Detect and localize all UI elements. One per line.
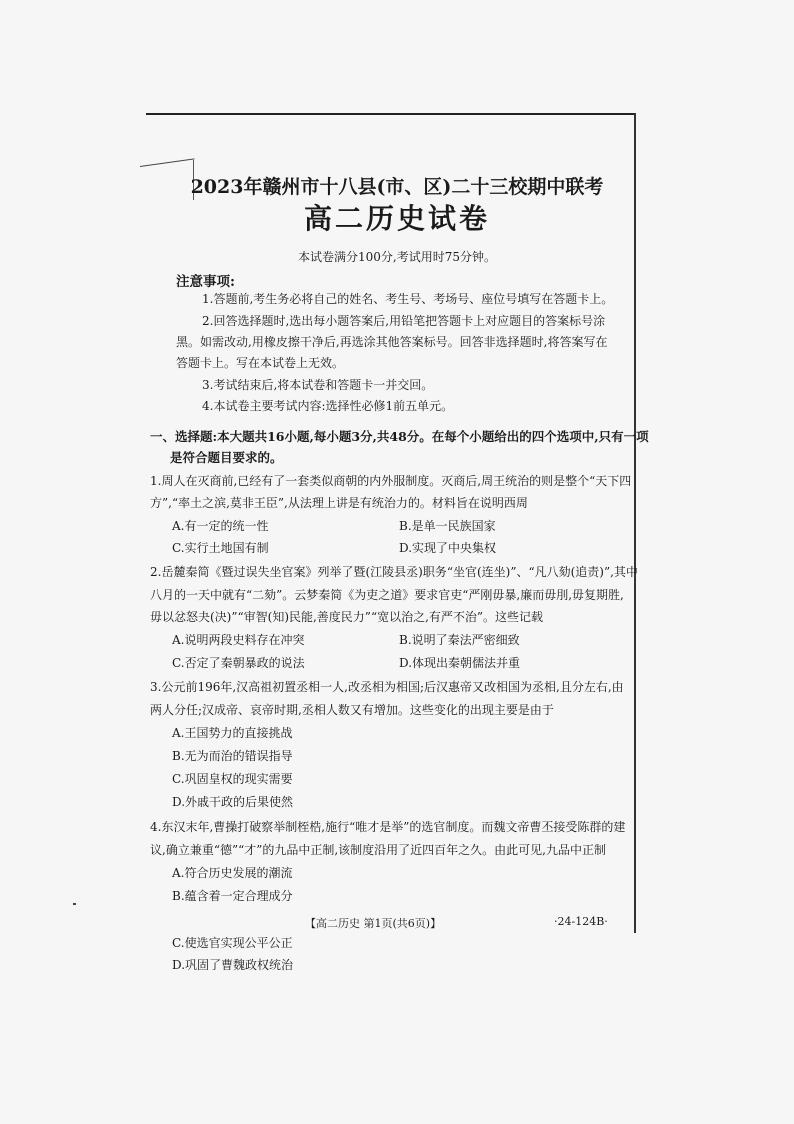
question-4-option-b: B.蕴含着一定合理成分 (172, 889, 293, 903)
notice-item: 答题卡上。写在本试卷上无效。 (176, 356, 345, 370)
question-1-option-a: A.有一定的统一性 (172, 519, 269, 533)
notice-item: 4.本试卷主要考试内容:选择性必修1前五单元。 (202, 399, 454, 413)
question-1-option-d: D.实现了中央集权 (399, 541, 497, 555)
question-4-option-d: D.巩固了曹魏政权统治 (172, 958, 294, 972)
question-3-stem: 两人分任;汉成帝、哀帝时期,丞相人数又有增加。这些变化的出现主要是由于 (150, 703, 554, 717)
question-2-stem: 毋以忿怒夬(决)”“审智(知)民能,善度民力”“宽以治之,有严不治”。这些记载 (150, 610, 544, 624)
question-1-stem: 方”,“率土之滨,莫非王臣”,从法理上讲是有统治力的。材料旨在说明西周 (150, 496, 528, 510)
question-3-stem: 3.公元前196年,汉高祖初置丞相一人,改丞相为相国;后汉惠帝又改相国为丞相,且分左右,由 (150, 680, 624, 694)
exam-title-line1: 2023年赣州市十八县(市、区)二十三校期中联考 (190, 176, 604, 198)
question-2-option-b: B.说明了秦法严密细致 (399, 633, 520, 647)
exam-meta: 本试卷满分100分,考试用时75分钟。 (298, 250, 496, 264)
question-1-option-b: B.是单一民族国家 (399, 519, 496, 533)
question-3-option-c: C.巩固皇权的现实需要 (172, 772, 293, 786)
question-3-option-d: D.外戚干政的后果使然 (172, 795, 294, 809)
question-1-stem: 1.周人在灭商前,已经有了一套类似商朝的内外服制度。灭商后,周王统治的则是整个“天下四 (150, 474, 632, 488)
notice-item: 3.考试结束后,将本试卷和答题卡一并交回。 (202, 378, 434, 392)
section-heading: 一、选择题:本大题共16小题,每小题3分,共48分。在每个小题给出的四个选项中,只有一项 (150, 429, 649, 444)
section-heading-cont: 是符合题目要求的。 (170, 450, 283, 465)
page-footer-info: 【高二历史 第1页(共6页)】 (305, 917, 442, 930)
question-2-stem: 2.岳麓秦简《暨过误失坐官案》列举了暨(江陵县丞)职务“坐官(连坐)”、“凡八劾(追责)”,其中 (150, 565, 638, 579)
question-1-option-c: C.实行土地国有制 (172, 541, 269, 555)
question-3-option-a: A.王国势力的直接挑战 (172, 726, 293, 740)
question-3-option-b: B.无为而治的错误指导 (172, 749, 293, 763)
question-4-option-c: C.使选官实现公平公正 (172, 936, 293, 950)
page-footer-code: ·24-124B· (554, 915, 608, 928)
notice-item: 黑。如需改动,用橡皮擦干净后,再选涂其他答案标号。回答非选择题时,将答案写在 (176, 335, 608, 349)
scan-mark (140, 158, 195, 167)
question-2-option-c: C.否定了秦朝暴政的说法 (172, 656, 305, 670)
question-4-stem: 议,确立兼重“德”“才”的九品中正制,该制度沿用了近四百年之久。由此可见,九品中正制 (150, 843, 606, 857)
notice-title: 注意事项: (176, 274, 235, 290)
question-4-option-a: A.符合历史发展的潮流 (172, 866, 293, 880)
question-2-stem: 八月的一天中就有“二劾”。云梦秦简《为吏之道》要求官吏“严刚毋暴,廉而毋刖,毋复期胜, (150, 588, 624, 602)
page-border-top (146, 113, 636, 115)
exam-title-line2: 高二历史试卷 (303, 202, 490, 235)
notice-item: 1.答题前,考生务必将自己的姓名、考生号、考场号、座位号填写在答题卡上。 (202, 292, 614, 306)
notice-item: 2.回答选择题时,选出每小题答案后,用铅笔把答题卡上对应题目的答案标号涂 (202, 314, 606, 328)
scan-speck (73, 903, 76, 905)
question-4-stem: 4.东汉末年,曹操打破察举制桎梏,施行“唯才是举”的选官制度。而魏文帝曹丕接受陈群的建 (150, 820, 626, 834)
question-2-option-a: A.说明两段史料存在冲突 (172, 633, 305, 647)
question-2-option-d: D.体现出秦朝儒法并重 (399, 656, 521, 670)
